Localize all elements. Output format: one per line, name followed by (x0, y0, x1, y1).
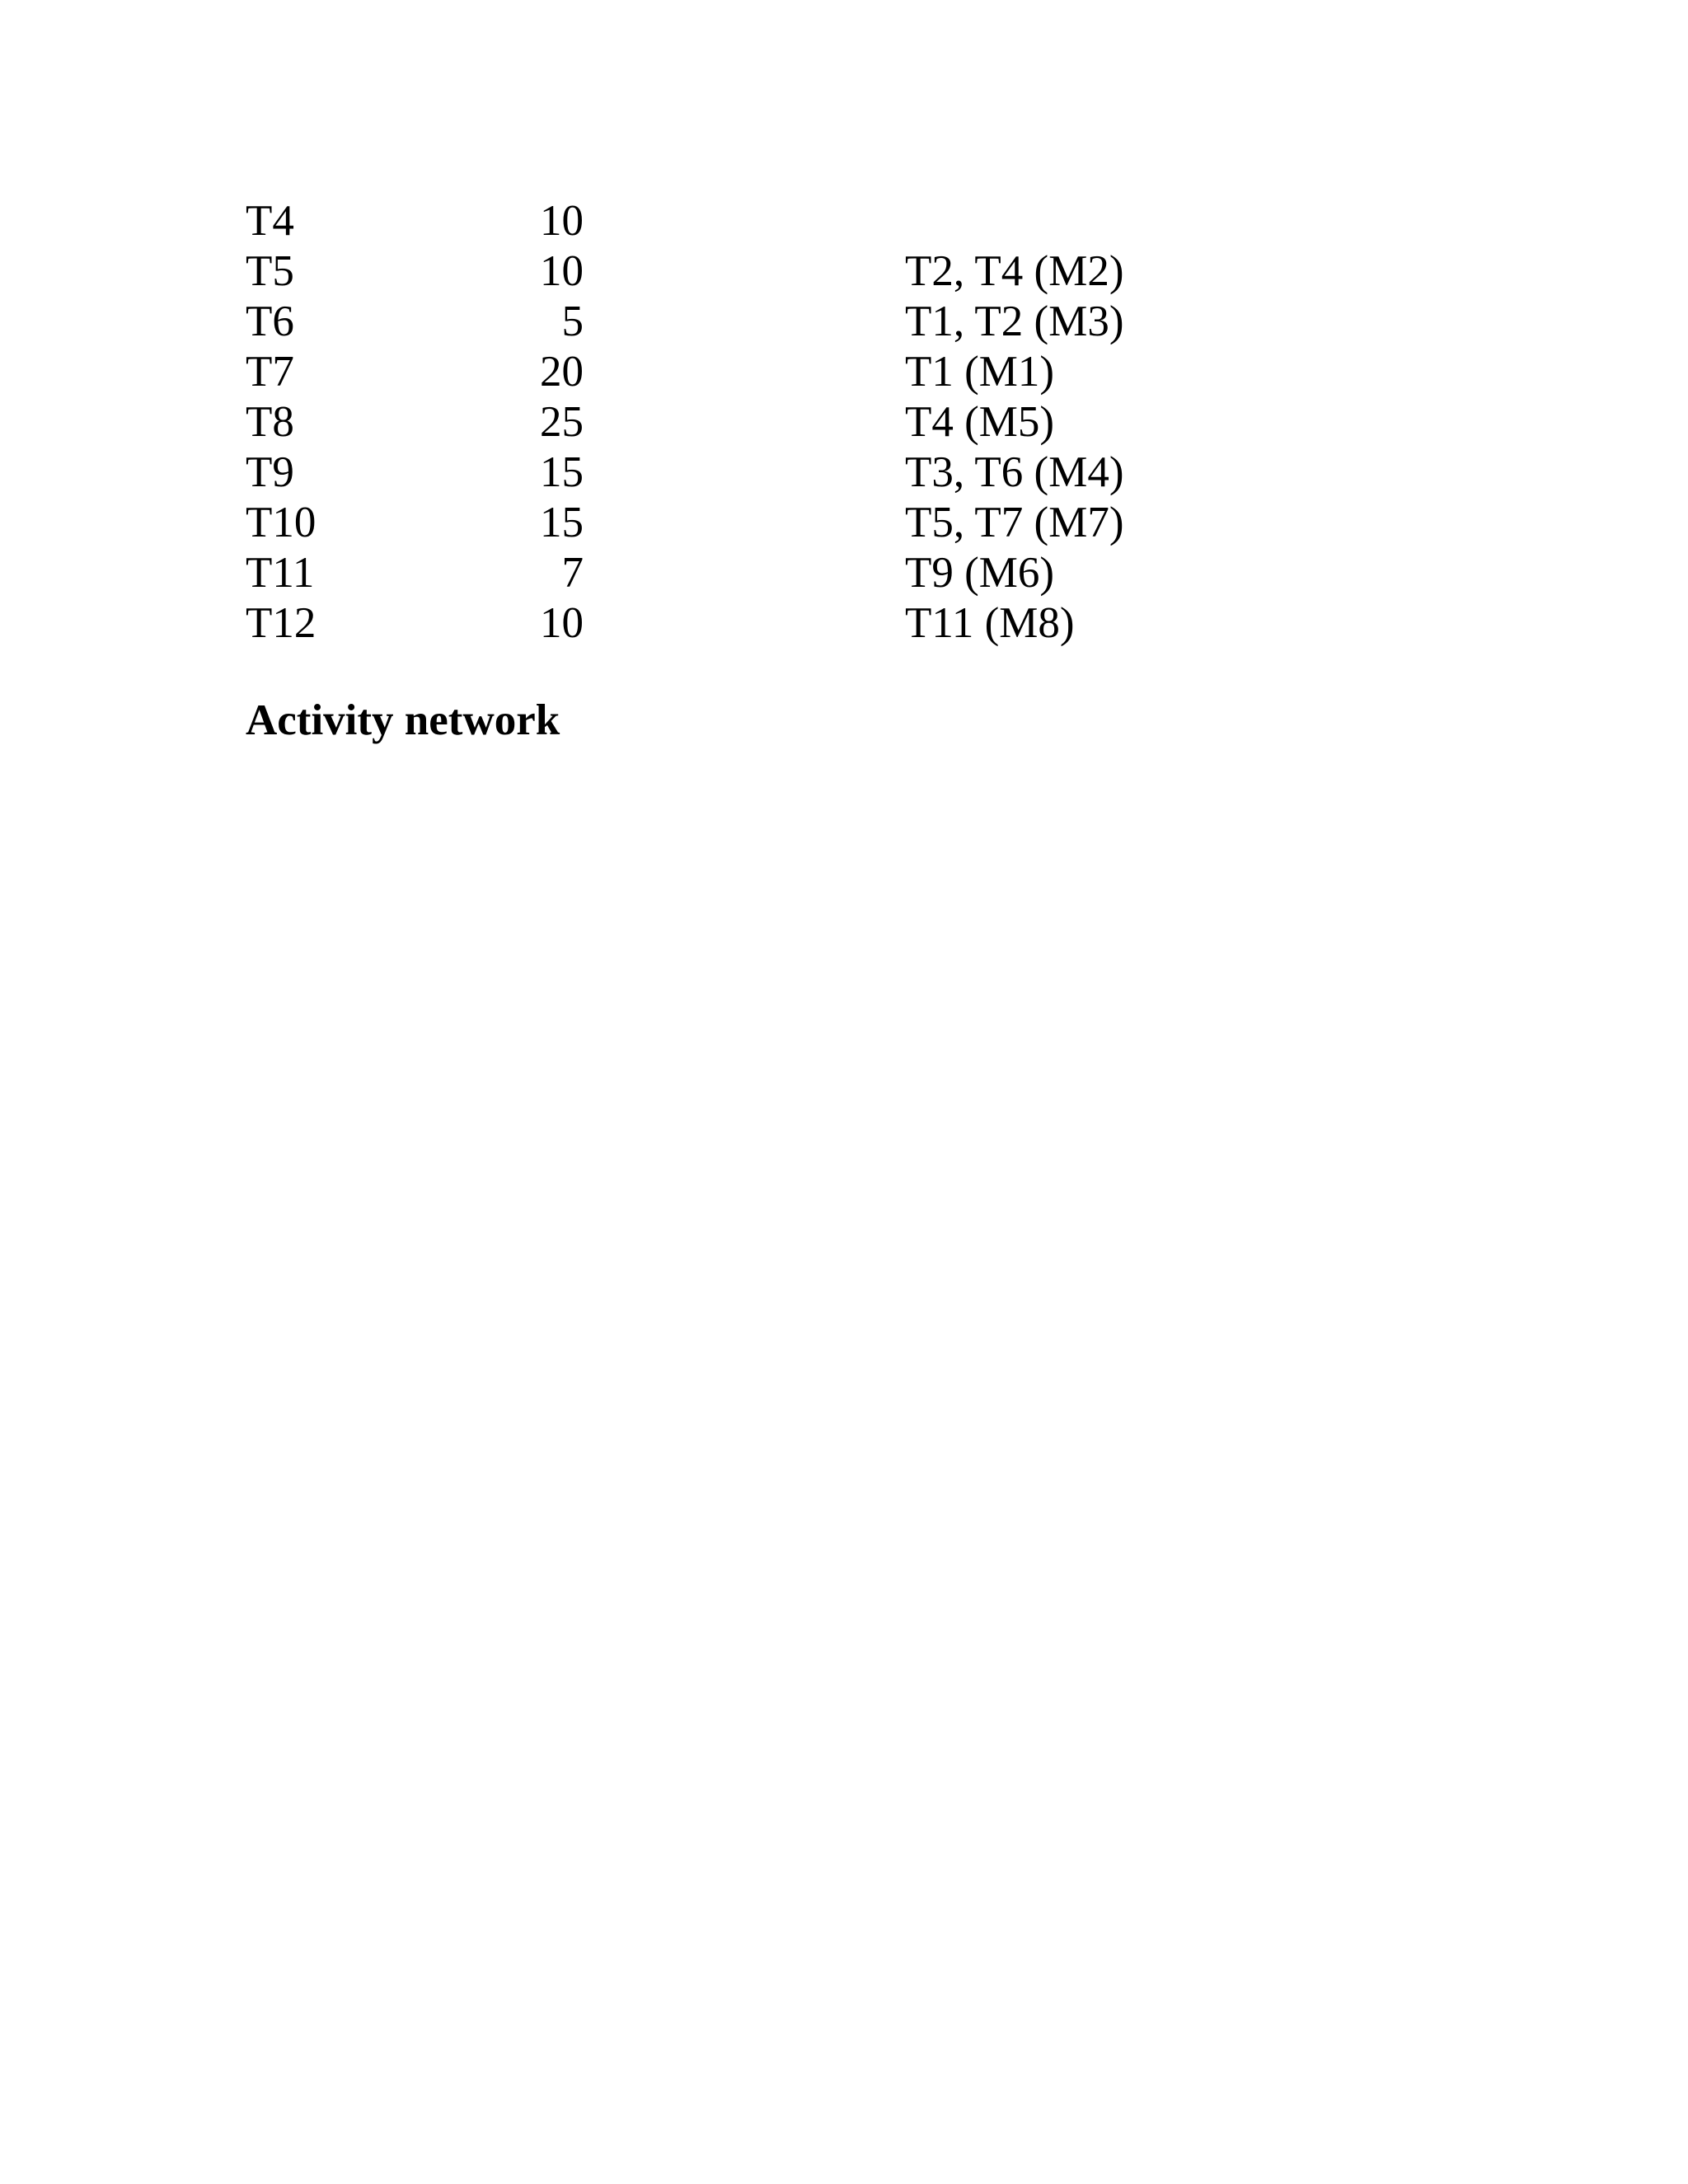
task-id-cell: T7 (246, 348, 294, 396)
spacer-cell (584, 448, 905, 498)
table-row (246, 498, 1123, 548)
task-id-cell: T4 (246, 197, 294, 245)
task-table (246, 196, 1123, 649)
dependencies-cell (905, 196, 1123, 246)
task-table-body (246, 196, 1123, 649)
spacer-cell (584, 598, 905, 649)
duration-cell: 7 (561, 549, 584, 597)
duration-cell: 10 (540, 197, 584, 245)
dependencies-cell: T2, T4 (M2) (905, 247, 1124, 295)
duration-cell: 20 (540, 348, 584, 396)
table-row (246, 548, 1123, 598)
table-row (246, 448, 1123, 498)
table-row (246, 397, 1123, 448)
duration-cell: 10 (540, 247, 584, 295)
spacer-cell (584, 297, 905, 347)
dependencies-cell: T1, T2 (M3) (905, 298, 1124, 345)
section-heading-activity-network: Activity network (246, 696, 560, 744)
task-id-cell: T5 (246, 247, 294, 295)
task-id-cell: T10 (246, 499, 316, 546)
duration-cell: 15 (540, 499, 584, 546)
table-row (246, 246, 1123, 297)
spacer-cell (584, 548, 905, 598)
task-id-cell: T8 (246, 398, 294, 446)
spacer-cell (584, 347, 905, 397)
table-row (246, 297, 1123, 347)
duration-cell: 25 (540, 398, 584, 446)
dependencies-cell: T5, T7 (M7) (905, 499, 1124, 546)
duration-cell: 15 (540, 448, 584, 496)
spacer-cell (584, 196, 905, 246)
dependencies-cell: T1 (M1) (905, 348, 1055, 396)
duration-cell: 5 (561, 298, 584, 345)
task-id-cell: T12 (246, 599, 316, 647)
task-id-cell: T6 (246, 298, 294, 345)
spacer-cell (584, 397, 905, 448)
duration-cell: 10 (540, 599, 584, 647)
dependencies-cell: T4 (M5) (905, 398, 1055, 446)
spacer-cell (584, 246, 905, 297)
dependencies-cell: T9 (M6) (905, 549, 1055, 597)
task-id-cell: T11 (246, 549, 315, 597)
table-row (246, 196, 1123, 246)
dependencies-cell: T11 (M8) (905, 599, 1075, 647)
task-id-cell: T9 (246, 448, 294, 496)
dependencies-cell: T3, T6 (M4) (905, 448, 1124, 496)
spacer-cell (584, 498, 905, 548)
table-row (246, 347, 1123, 397)
table-row (246, 598, 1123, 649)
